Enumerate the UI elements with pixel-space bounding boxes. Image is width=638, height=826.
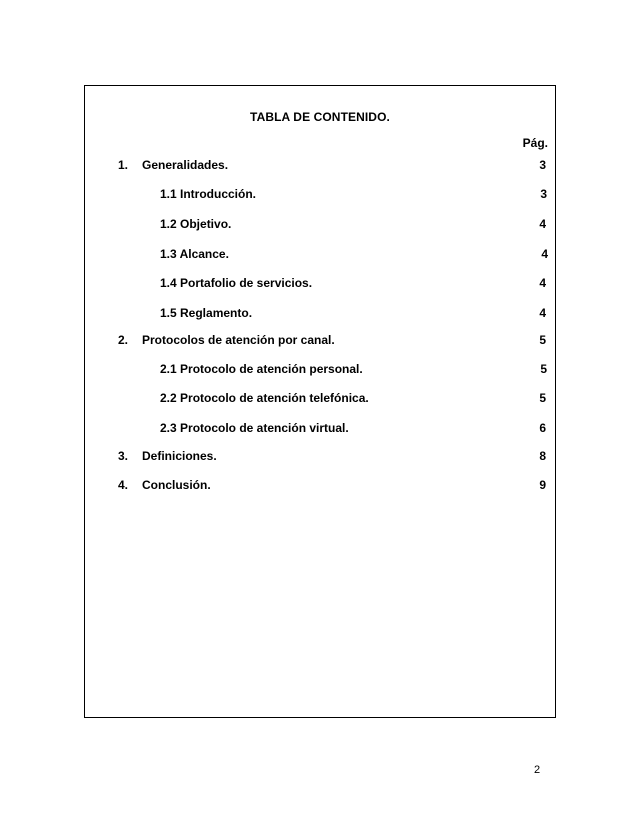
toc-entry-conclusion (118, 478, 211, 492)
toc-entry-number: 4. (118, 478, 129, 492)
toc-entry-page: 3 (539, 158, 546, 172)
toc-entry-number: 2. (118, 333, 129, 347)
toc-entry-page: 4 (541, 247, 548, 261)
toc-entry-label: Definiciones. (142, 449, 217, 463)
toc-entry-page: 5 (539, 333, 546, 347)
page-column-header: Pág. (522, 136, 548, 150)
toc-entry-portafolio: 1.4 Portafolio de servicios. (160, 276, 313, 290)
toc-entry-page: 4 (539, 276, 546, 290)
toc-entry-label: Conclusión. (142, 478, 211, 492)
toc-entry-page: 8 (539, 449, 546, 463)
toc-entry-atencion-telefonica: 2.2 Protocolo de atención telefónica. (160, 391, 369, 405)
toc-entry-page: 5 (540, 362, 547, 376)
toc-title: TABLA DE CONTENIDO. (250, 110, 390, 124)
toc-entry-number: 1. (118, 158, 129, 172)
toc-entry-page: 4 (539, 306, 546, 320)
toc-entry-page: 6 (539, 421, 546, 435)
toc-entry-label: Generalidades. (142, 158, 229, 172)
toc-entry-objetivo: 1.2 Objetivo. (160, 217, 232, 231)
footer-page-number: 2 (534, 764, 541, 776)
toc-entry-protocolos (118, 333, 335, 347)
toc-entry-page: 4 (539, 217, 546, 231)
toc-entry-label: Protocolos de atención por canal. (142, 333, 335, 347)
toc-entry-page: 5 (539, 391, 546, 405)
toc-entry-introduccion: 1.1 Introducción. (160, 187, 257, 201)
toc-entry-atencion-virtual: 2.3 Protocolo de atención virtual. (160, 421, 349, 435)
toc-entry-page: 3 (540, 187, 547, 201)
toc-entry-atencion-personal: 2.1 Protocolo de atención personal. (160, 362, 363, 376)
toc-entry-alcance: 1.3 Alcance. (160, 247, 229, 261)
toc-entry-definiciones (118, 449, 217, 463)
toc-entry-page: 9 (539, 478, 546, 492)
toc-entry-reglamento: 1.5 Reglamento. (160, 306, 253, 320)
toc-entry-generalidades (118, 158, 228, 172)
toc-entry-number: 3. (118, 449, 129, 463)
